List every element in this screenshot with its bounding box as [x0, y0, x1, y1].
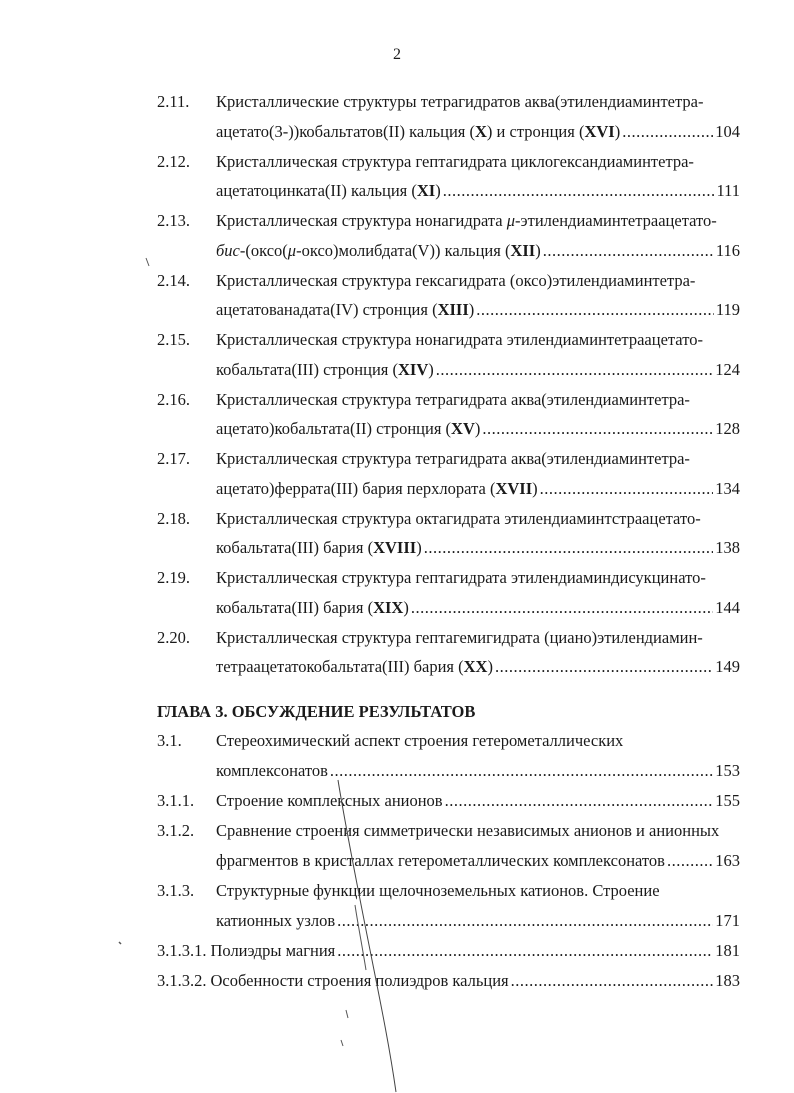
toc-entry-title: Кристаллическая структура нонагидрата этилендиаминтетраацетато-	[216, 330, 703, 349]
toc-entry-number: 3.1.3.2.	[157, 971, 207, 990]
toc-entry-link[interactable]	[216, 179, 740, 203]
toc-entry-link[interactable]	[157, 939, 740, 963]
toc-line	[0, 269, 794, 293]
toc-line	[0, 328, 794, 352]
toc-line	[0, 179, 794, 203]
dot-leader	[337, 909, 713, 933]
toc-entry-title-cont: тетраацетатокобальтата(III) бария (XX)	[216, 657, 493, 676]
toc-line	[0, 819, 794, 843]
toc-line	[0, 417, 794, 441]
toc-entry-title: Стереохимический аспект строения гетерометаллических	[216, 731, 624, 750]
toc-entry-title-cont: ацетато(3-))кобальтатов(II) кальция (X) и стронция (XVI)	[216, 121, 621, 141]
toc-line	[0, 759, 794, 783]
dot-leader	[330, 759, 713, 783]
toc-line	[0, 969, 794, 993]
toc-line	[0, 209, 794, 233]
toc-entry-number: 2.12.	[157, 151, 190, 171]
toc-entry-title: Полиэдры магния	[210, 941, 336, 960]
toc-page-number: 144	[715, 597, 740, 617]
toc-entry-number: 2.15.	[157, 330, 190, 349]
toc-entry-title-cont: ацетатованадата(IV) стронция (XIII)	[216, 300, 475, 319]
dot-leader	[622, 120, 713, 144]
toc-page-number: 163	[715, 851, 740, 870]
toc-line	[0, 596, 794, 620]
toc-entry-link[interactable]	[216, 358, 740, 382]
toc-entry-title: Кристаллическая структура нонагидрата μ-этилендиаминтетраацетато-	[216, 211, 717, 230]
toc-page-number: 119	[715, 300, 740, 319]
toc-entry-link[interactable]	[216, 536, 740, 560]
toc-page-number: 116	[715, 240, 740, 260]
toc-entry-number: 2.20.	[157, 627, 190, 647]
toc-entry-link[interactable]	[216, 759, 740, 783]
toc-page-number: 149	[715, 657, 740, 676]
toc-entry-title: Кристаллическая структура гептагидрата циклогександиаминтетра-	[216, 151, 694, 171]
toc-entry-title-cont: ацетатоцинката(II) кальция (XI)	[216, 181, 441, 200]
toc-page-number: 134	[715, 478, 740, 498]
toc-page-number: 171	[715, 911, 740, 930]
dot-leader	[443, 179, 715, 203]
toc-entry-link[interactable]	[216, 596, 740, 620]
toc-line	[0, 477, 794, 501]
toc-line	[0, 447, 794, 471]
toc-entry-number: 2.14.	[157, 270, 190, 290]
toc-line	[0, 120, 794, 144]
toc-entry-title: Сравнение строения симметрически независимых анионов и анионных	[216, 821, 720, 840]
dot-leader	[543, 239, 714, 263]
toc-entry-title: Кристаллическая структура тетрагидрата аква(этилендиаминтетра-	[216, 449, 690, 468]
toc-entry-title: Кристаллические структуры тетрагидратов аква(этилендиаминтетра-	[216, 92, 704, 111]
toc-line	[0, 655, 794, 679]
toc-page-number: 155	[715, 791, 740, 810]
toc-page-number: 138	[715, 538, 740, 557]
toc-entry-number: 3.1.1.	[157, 791, 195, 810]
toc-entry-number: 3.1.2.	[157, 821, 195, 840]
toc-entry-title: Структурные функции щелочноземельных катионов. Строение	[216, 881, 660, 900]
toc-line	[0, 909, 794, 933]
dot-leader	[495, 655, 713, 679]
toc-line	[0, 626, 794, 650]
toc-entry-title-cont: кобальтата(III) бария (XVIII)	[216, 538, 422, 557]
toc-page-number: 181	[715, 941, 740, 960]
toc-line	[0, 566, 794, 590]
toc-line	[0, 150, 794, 174]
toc-page-number: 128	[715, 419, 740, 438]
toc-page-number: 104	[715, 121, 740, 141]
toc-entry-title-cont: кобальтата(III) стронция (XIV)	[216, 359, 434, 379]
toc-entry-title-cont: фрагментов в кристаллах гетерометаллических комплексонатов	[216, 851, 665, 870]
toc-line	[0, 298, 794, 322]
toc-line	[0, 879, 794, 903]
toc-entry-number: 3.1.	[157, 731, 182, 750]
dot-leader	[424, 536, 714, 560]
toc-line	[0, 388, 794, 412]
toc-line	[0, 507, 794, 531]
toc-entry-link[interactable]	[216, 849, 740, 873]
toc-entry-number: 2.16.	[157, 389, 190, 409]
toc-entry-title-cont: ацетато)феррата(III) бария перхлората (XVII)	[216, 478, 538, 498]
dot-leader	[445, 789, 714, 813]
toc-entry-title-cont: кобальтата(III) бария (XIX)	[216, 597, 409, 617]
toc-entry-number: 2.13.	[157, 211, 190, 230]
toc-entry-title-cont: ацетато)кобальтата(II) стронция (XV)	[216, 419, 481, 438]
dot-leader	[337, 939, 713, 963]
toc-entry-link[interactable]	[216, 298, 740, 322]
toc-page-number: 153	[715, 761, 740, 780]
toc-entry-link[interactable]	[216, 417, 740, 441]
toc-entry-title: Строение комплексных анионов	[216, 791, 443, 810]
toc-page-number: 124	[715, 359, 740, 379]
page-number: 2	[393, 46, 401, 63]
toc-entry-title: Кристаллическая структура гексагидрата (оксо)этилендиаминтетра-	[216, 270, 696, 290]
toc-entry-number: 2.19.	[157, 568, 190, 587]
toc-line	[0, 729, 794, 753]
toc-entry-title-cont: бис-(оксо(μ-оксо)молибдата(V)) кальция (XII)	[216, 240, 541, 260]
toc-entry-title: Кристаллическая структура тетрагидрата аква(этилендиаминтетра-	[216, 389, 690, 409]
toc-entry-link[interactable]	[216, 789, 740, 813]
chapter-title: ГЛАВА 3. ОБСУЖДЕНИЕ РЕЗУЛЬТАТОВ	[157, 702, 476, 721]
toc-entry-link[interactable]	[216, 239, 740, 263]
toc-entry-link[interactable]	[216, 909, 740, 933]
dot-leader	[667, 849, 713, 873]
toc-entry-title-cont: катионных узлов	[216, 911, 336, 930]
toc-page-number: 183	[715, 971, 740, 990]
toc-entry-number: 3.1.3.1.	[157, 941, 207, 960]
toc-entry-number: 2.18.	[157, 508, 190, 528]
toc-page-number: 111	[716, 181, 740, 200]
dot-leader	[436, 358, 713, 382]
dot-leader	[511, 969, 714, 993]
dot-leader	[540, 477, 714, 501]
toc-line	[0, 849, 794, 873]
toc-entry-link[interactable]	[216, 655, 740, 679]
toc-entry-link[interactable]	[216, 477, 740, 501]
toc-entry-title: Кристаллическая структура октагидрата этилендиаминтстраацетато-	[216, 508, 701, 528]
toc-entry-number: 2.17.	[157, 449, 190, 468]
toc-entry-link[interactable]	[216, 120, 740, 144]
toc-line	[0, 789, 794, 813]
dot-leader	[476, 298, 714, 322]
dot-leader	[411, 596, 713, 620]
toc-entry-link[interactable]	[157, 969, 740, 993]
toc-entry-title: Кристаллическая структура гептагидрата этилендиаминдисукцинато-	[216, 568, 706, 587]
toc-line	[0, 536, 794, 560]
toc-entry-number: 2.11.	[157, 92, 190, 111]
dot-leader	[482, 417, 713, 441]
toc-entry-title-cont: комплексонатов	[216, 761, 328, 780]
toc-line	[0, 90, 794, 114]
toc-entry-title: Особенности строения полиэдров кальция	[210, 971, 509, 990]
toc-line	[0, 239, 794, 263]
toc-entry-title: Кристаллическая структура гептагемигидрата (циано)этилендиамин-	[216, 627, 703, 647]
toc-line	[0, 358, 794, 382]
toc-line	[0, 939, 794, 963]
toc-entry-number: 3.1.3.	[157, 881, 195, 900]
